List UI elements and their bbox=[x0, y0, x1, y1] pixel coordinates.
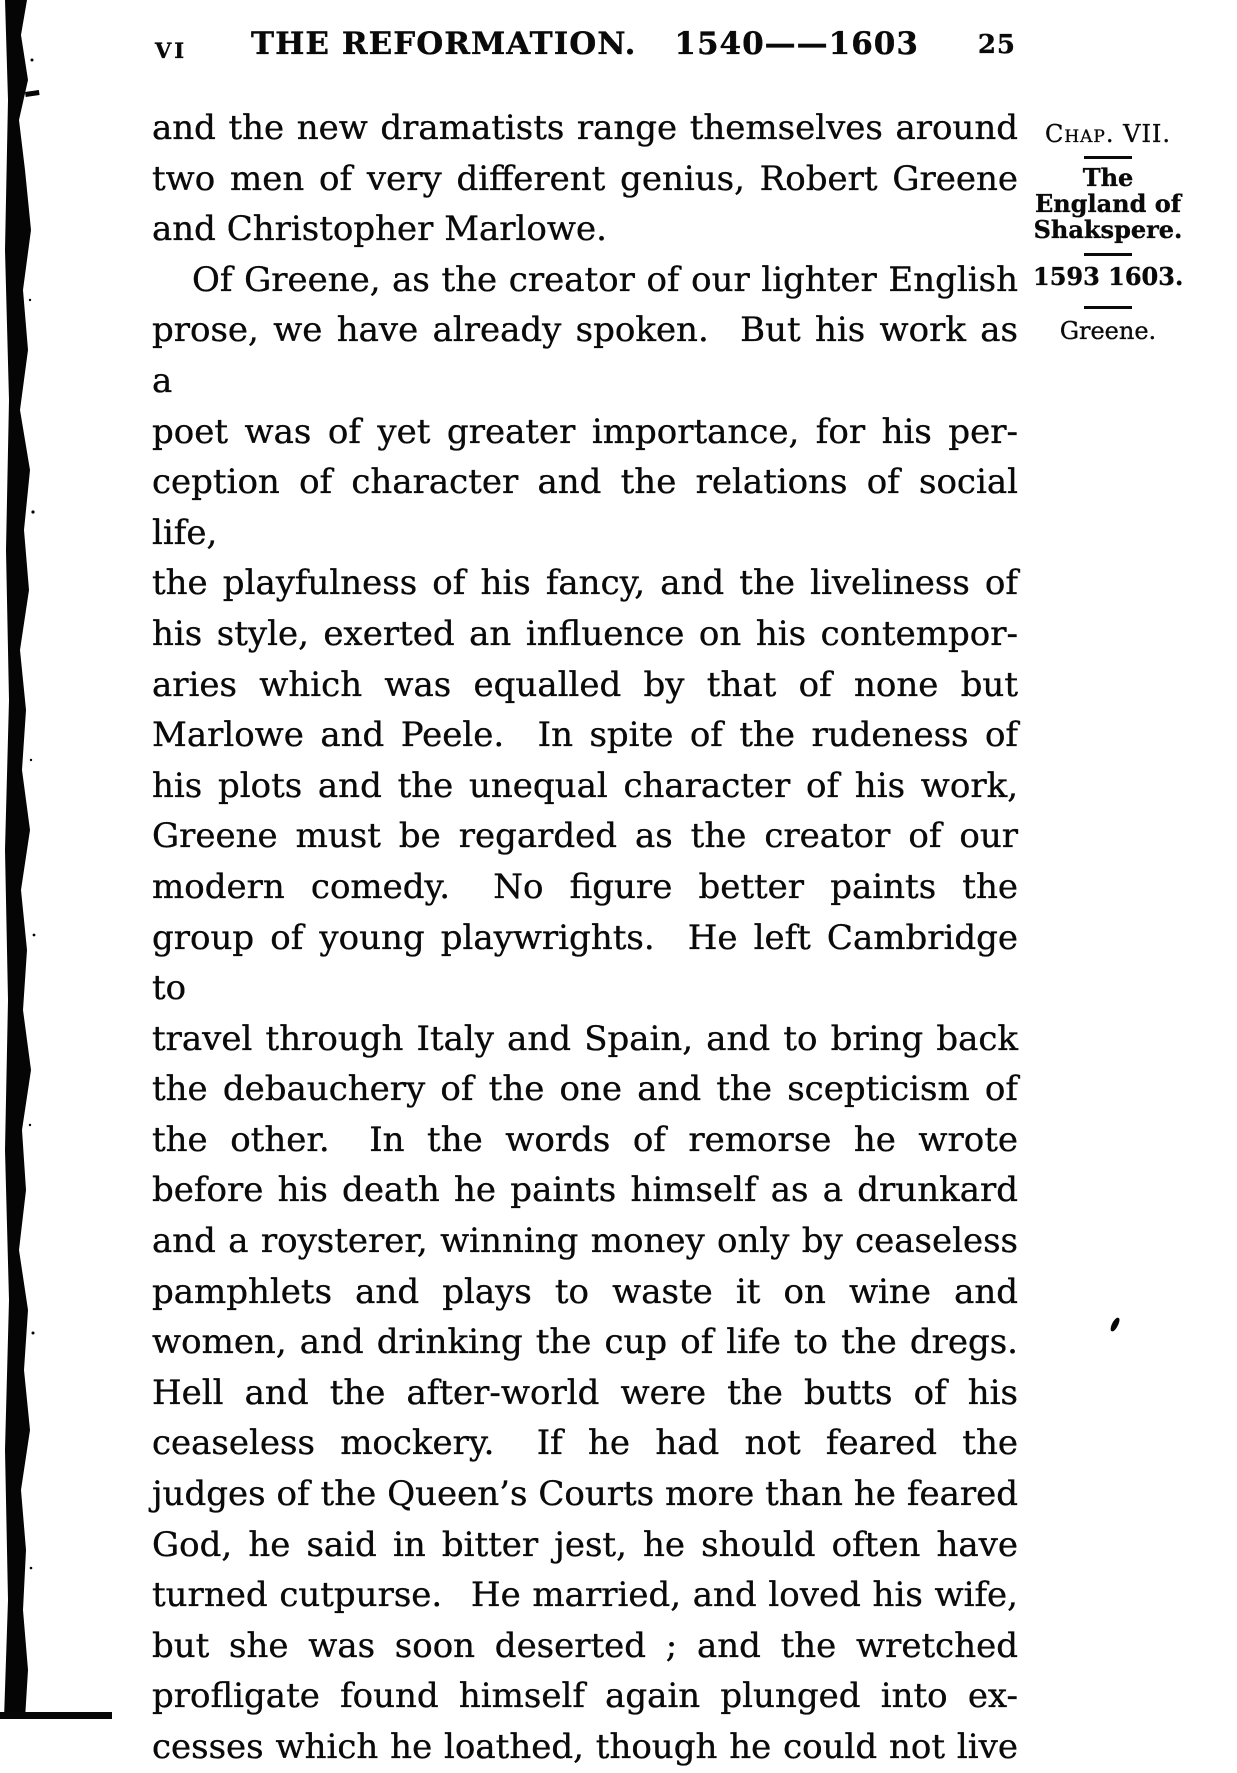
running-title-text: THE REFORMATION. bbox=[251, 26, 637, 62]
body-line: aries which was equalled by that of none but bbox=[152, 664, 1018, 705]
margin-chapter-note: Chap. VII. bbox=[1044, 120, 1172, 148]
body-line: ception of character and the relations of social life, bbox=[152, 462, 1018, 553]
body-line: two men of very different genius, Robert Greene bbox=[152, 158, 1018, 199]
margin-notes bbox=[1033, 120, 1183, 350]
body-line: and Christopher Marlowe. bbox=[152, 209, 607, 250]
body-line: cesses which he loathed, though he could not live bbox=[152, 1727, 1018, 1767]
body-line: prose, we have already spoken. But his work as a bbox=[152, 310, 1018, 401]
scan-binding-edge bbox=[0, 0, 40, 1719]
body-line: ceaseless mockery. If he had not feared the bbox=[152, 1423, 1018, 1464]
margin-rule bbox=[1084, 156, 1132, 159]
body-line: the playfulness of his fancy, and the liveliness of bbox=[152, 563, 1018, 604]
running-title bbox=[152, 26, 1018, 62]
body-line: before his death he paints himself as a drunkard bbox=[152, 1170, 1018, 1211]
margin-rule bbox=[1084, 253, 1132, 256]
margin-topic-note: Greene. bbox=[1059, 317, 1157, 345]
body-line: and a roysterer, winning money only by ceaseless bbox=[152, 1221, 1018, 1262]
binding-edge-shape bbox=[0, 0, 40, 1719]
margin-rule bbox=[1084, 306, 1132, 309]
body-line: God, he said in bitter jest, he should often have bbox=[152, 1524, 1018, 1565]
body-line: poet was of yet greater importance, for his per- bbox=[152, 411, 1018, 452]
body-line: travel through Italy and Spain, and to bring back bbox=[152, 1018, 1018, 1059]
body-line: judges of the Queen’s Courts more than he feared bbox=[152, 1474, 1018, 1515]
body-line: Hell and the after-world were the butts of his bbox=[152, 1372, 1018, 1413]
body-line: but she was soon deserted ; and the wretched bbox=[152, 1625, 1018, 1666]
body-text bbox=[152, 103, 1018, 1773]
body-line: profligate found himself again plunged into ex- bbox=[152, 1676, 1018, 1717]
body-line: Greene must be regarded as the creator of our bbox=[152, 816, 1018, 857]
margin-date-note: 1593 1603. bbox=[1033, 262, 1184, 291]
margin-section-note-line: England of bbox=[1034, 189, 1182, 218]
body-line: pamphlets and plays to waste it on wine and bbox=[152, 1271, 1018, 1312]
body-line: the debauchery of the one and the scepticism of bbox=[152, 1069, 1018, 1110]
ink-speck bbox=[1109, 1316, 1121, 1332]
page-number: 25 bbox=[977, 30, 1016, 60]
body-line: Of Greene, as the creator of our lighter English bbox=[192, 259, 1018, 300]
body-line: women, and drinking the cup of life to the dregs. bbox=[152, 1322, 1018, 1363]
body-line: his plots and the unequal character of his work, bbox=[152, 765, 1018, 806]
running-title-dates: 1540——1603 bbox=[674, 26, 919, 62]
body-line: turned cutpurse. He married, and loved his wife, bbox=[152, 1575, 1018, 1616]
running-head bbox=[152, 26, 1018, 72]
folio-signature: VI bbox=[155, 38, 188, 63]
body-line: group of young playwrights. He left Cambridge to bbox=[152, 917, 1018, 1009]
body-line: and the new dramatists range themselves around bbox=[152, 108, 1018, 148]
scan-bottom-artifact bbox=[0, 1712, 112, 1719]
margin-section-note-line: The bbox=[1082, 163, 1134, 192]
body-line: his style, exerted an influence on his contempor- bbox=[152, 613, 1018, 654]
body-line: Marlowe and Peele. In spite of the rudeness of bbox=[152, 715, 1018, 756]
margin-section-note-line: Shakspere. bbox=[1033, 215, 1183, 244]
body-line: modern comedy. No figure better paints the bbox=[152, 866, 1018, 907]
body-line: the other. In the words of remorse he wrote bbox=[152, 1119, 1018, 1160]
